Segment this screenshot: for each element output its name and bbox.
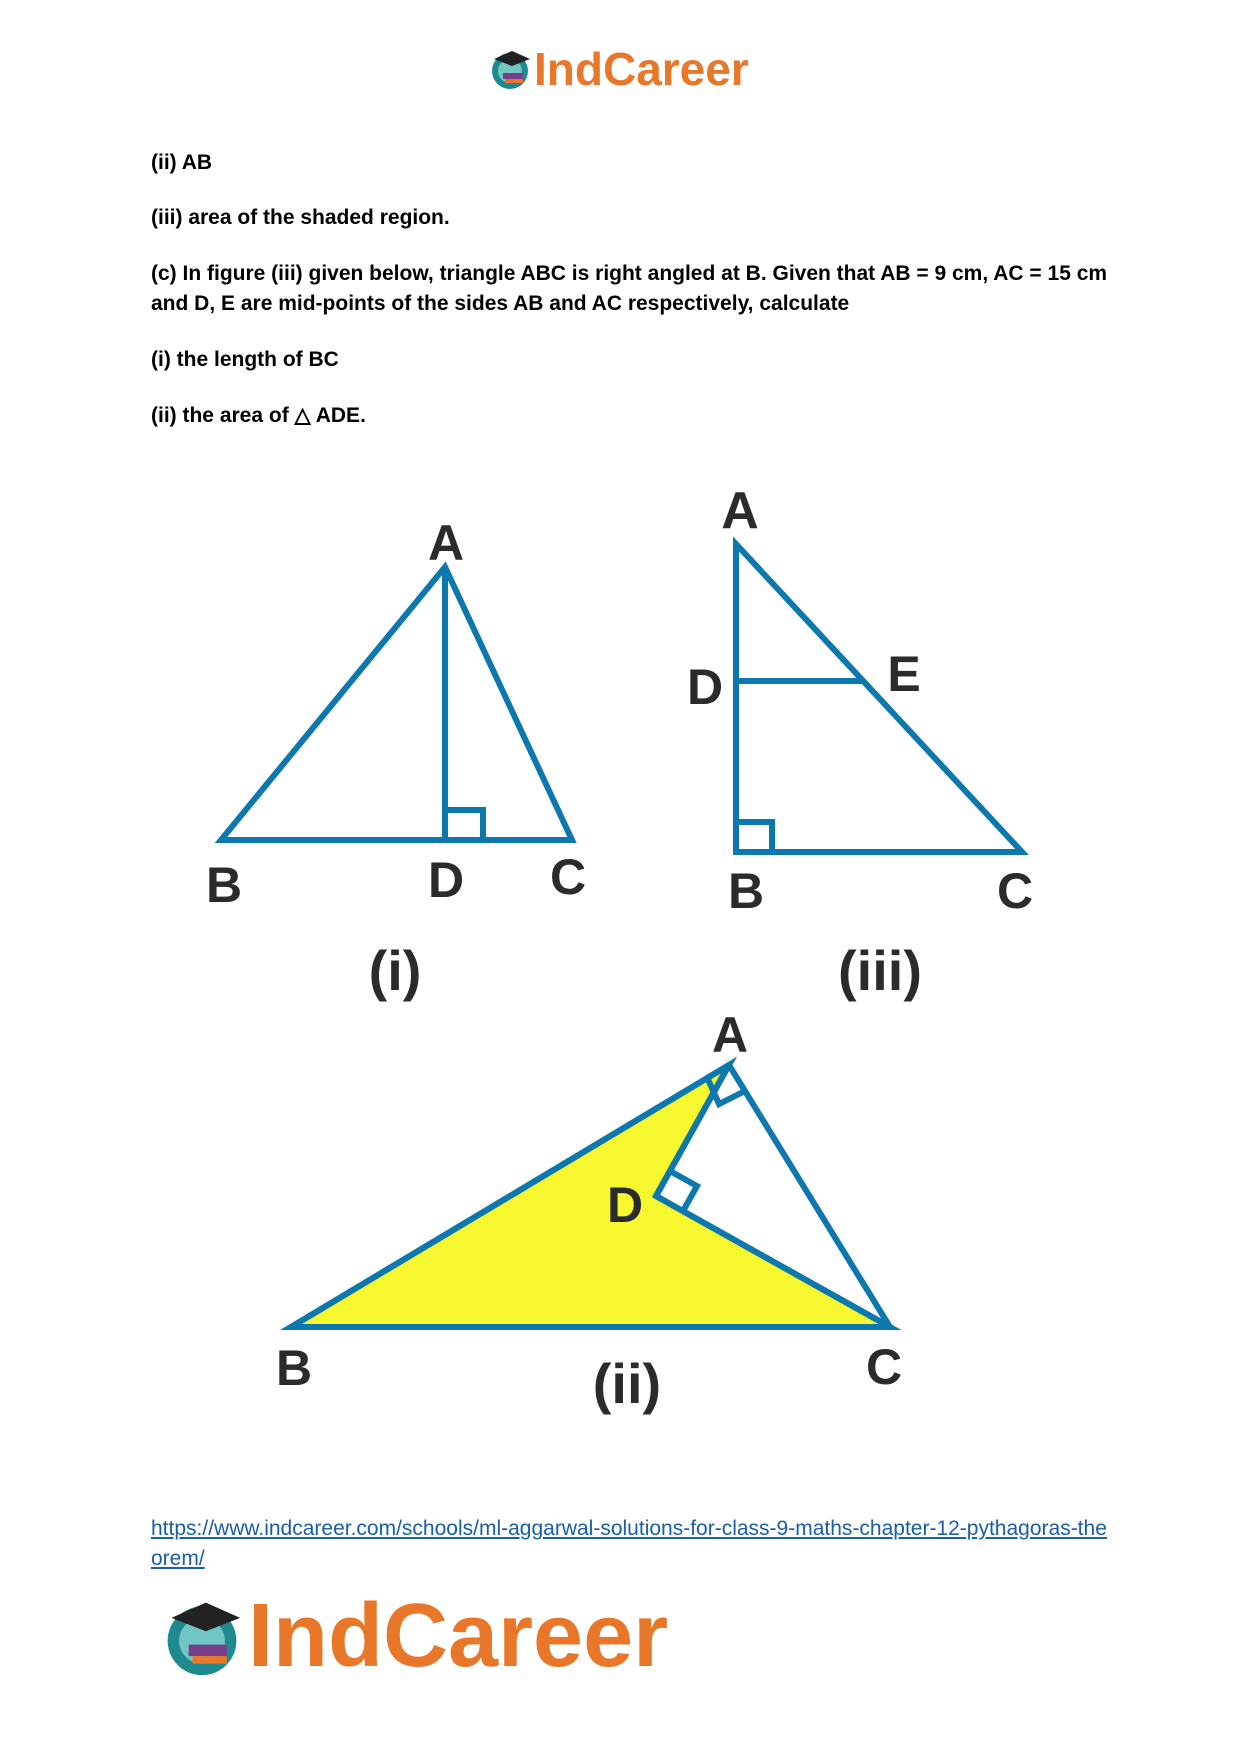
vertex-label-c: C — [549, 849, 587, 905]
vertex-label-c: C — [865, 1339, 903, 1395]
vertex-label-a: A — [711, 1007, 749, 1063]
figure-iii — [736, 544, 1022, 852]
graduation-cap-icon — [160, 1595, 244, 1679]
shaded-region — [291, 1065, 890, 1327]
vertex-label-b: B — [727, 863, 765, 919]
footer-logo — [160, 1585, 668, 1688]
right-angle-marker — [736, 822, 772, 852]
figure-caption: (iii) — [838, 939, 922, 1002]
figure-ii — [291, 1065, 890, 1327]
vertex-label-e: E — [887, 646, 921, 702]
vertex-label-b: B — [205, 857, 243, 913]
vertex-label-a: A — [721, 482, 759, 540]
vertex-label-a: A — [427, 515, 465, 571]
vertex-label-c: C — [996, 863, 1034, 919]
question-line: (i) the length of BC — [151, 348, 339, 371]
vertex-label-d: D — [686, 659, 724, 715]
question-line: (ii) the area of △ ADE. — [151, 404, 366, 427]
question-paragraph: (c) In figure (iii) given below, triangle ABC is right angled at B. Given that AB = 9 cm, AC = 15 cm and D, E are mid-points of the sides AB and AC respectively, calculate — [151, 262, 1108, 315]
vertex-label-d: D — [606, 1177, 644, 1233]
figure-caption: (ii) — [592, 1352, 662, 1415]
logo-text: IndCareer — [248, 1586, 669, 1686]
source-link[interactable]: https://www.indcareer.com/schools/ml-aggarwal-solutions-for-class-9-maths-chapter-12-pythagoras-theorem/ — [151, 1517, 1107, 1570]
figure-i — [221, 567, 572, 840]
vertex-label-b: B — [275, 1340, 313, 1396]
question-line: (ii) AB — [151, 151, 213, 174]
logo-text: IndCareer — [534, 43, 749, 95]
triangle-abc — [736, 544, 1022, 852]
right-angle-marker — [445, 810, 483, 840]
figure-caption: (i) — [368, 939, 422, 1002]
question-line: (iii) area of the shaded region. — [151, 206, 450, 229]
vertex-label-d: D — [427, 852, 465, 908]
triangle-abc — [221, 567, 572, 840]
